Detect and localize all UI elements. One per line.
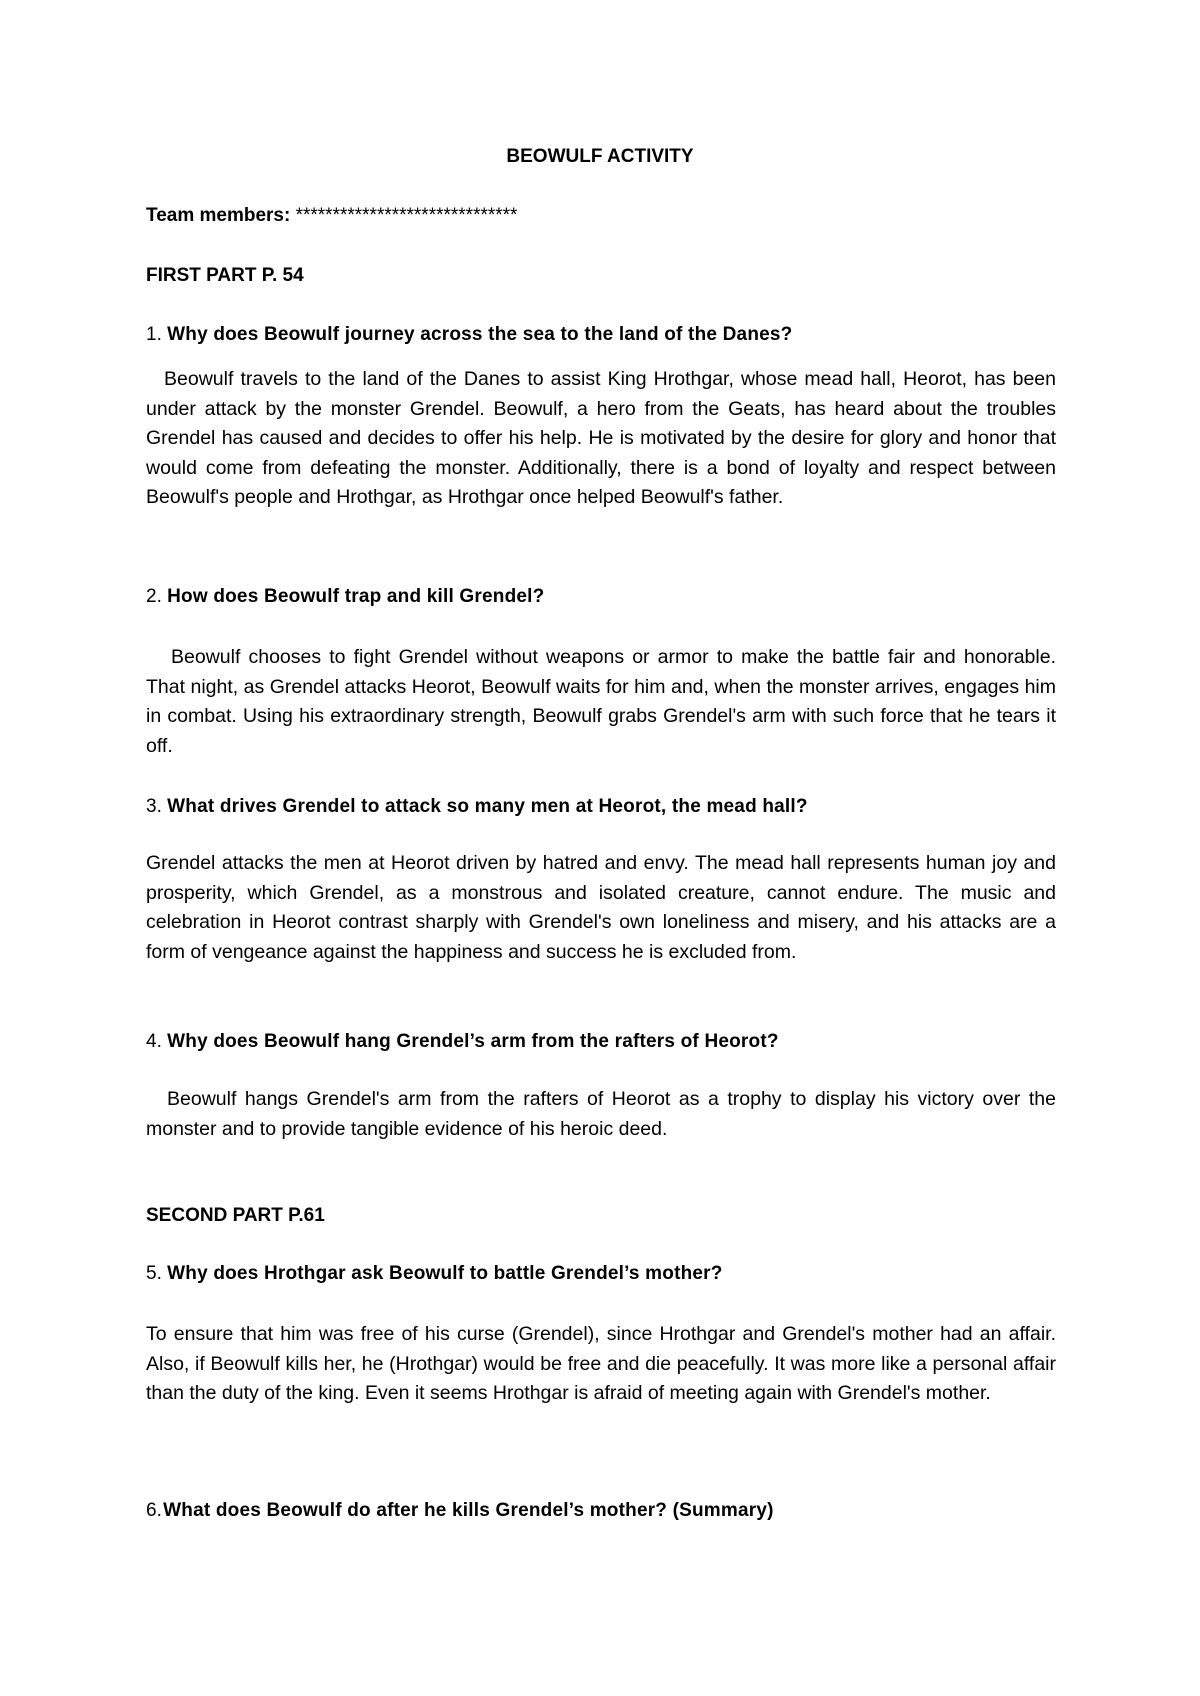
question-text: How does Beowulf trap and kill Grendel? — [167, 586, 545, 607]
document-title: BEOWULF ACTIVITY — [506, 146, 694, 167]
question-number: 4. — [146, 1031, 162, 1052]
question-4 — [146, 1031, 1056, 1053]
question-2 — [146, 586, 1056, 608]
question-text: What does Beowulf do after he kills Grendel’s mother? (Summary) — [163, 1500, 774, 1521]
question-number: 1. — [146, 324, 162, 345]
question-number: 6. — [146, 1500, 162, 1521]
answer-3: Grendel attacks the men at Heorot driven by hatred and envy. The mead hall represents human joy and prosperity, which Grendel, as a monstrous and isolated creature, cannot endure. The music and celebration in Heorot contrast sharply with Grendel's own loneliness and misery, and his attacks are a form of vengeance against the happiness and success he is excluded from. — [146, 852, 1056, 963]
section-heading-second-part: SECOND PART P.61 — [146, 1205, 325, 1226]
answer-2: Beowulf chooses to fight Grendel without weapons or armor to make the battle fair and honorable. That night, as Grendel attacks Heorot, Beowulf waits for him and, when the monster arrives, engages him in combat. Using his extraordinary strength, Beowulf grabs Grendel's arm with such force that he tears it off. — [146, 646, 1056, 757]
team-members-label: Team members: — [146, 205, 291, 226]
question-text: Why does Beowulf journey across the sea to the land of the Danes? — [167, 324, 793, 345]
question-3 — [146, 796, 1056, 818]
question-text: What drives Grendel to attack so many men at Heorot, the mead hall? — [167, 796, 808, 817]
question-1 — [146, 324, 1056, 346]
team-members-value: ****************************** — [295, 205, 518, 226]
answer-4: Beowulf hangs Grendel's arm from the rafters of Heorot as a trophy to display his victory over the monster and to provide tangible evidence of his heroic deed. — [146, 1088, 1056, 1140]
question-text: Why does Hrothgar ask Beowulf to battle Grendel’s mother? — [167, 1263, 723, 1284]
team-members-line — [146, 205, 1056, 227]
question-number: 5. — [146, 1263, 162, 1284]
question-6 — [146, 1500, 1056, 1522]
answer-5: To ensure that him was free of his curse (Grendel), since Hrothgar and Grendel's mother had an affair. Also, if Beowulf kills her, he (Hrothgar) would be free and die peacefully. It was more like a personal affair than the duty of the king. Even it seems Hrothgar is afraid of meeting again with Grendel's mother. — [146, 1323, 1056, 1404]
question-number: 2. — [146, 586, 162, 607]
question-text: Why does Beowulf hang Grendel’s arm from the rafters of Heorot? — [167, 1031, 779, 1052]
answer-1: Beowulf travels to the land of the Danes to assist King Hrothgar, whose mead hall, Heorot, has been under attack by the monster Grendel. Beowulf, a hero from the Geats, has heard about the troubles Grendel has caused and decides to offer his help. He is motivated by the desire for glory and honor that would come from defeating the monster. Additionally, there is a bond of loyalty and respect between Beowulf's people and Hrothgar, as Hrothgar once helped Beowulf's father. — [146, 368, 1056, 508]
question-5 — [146, 1263, 1056, 1285]
section-heading-first-part: FIRST PART P. 54 — [146, 265, 304, 286]
question-number: 3. — [146, 796, 162, 817]
